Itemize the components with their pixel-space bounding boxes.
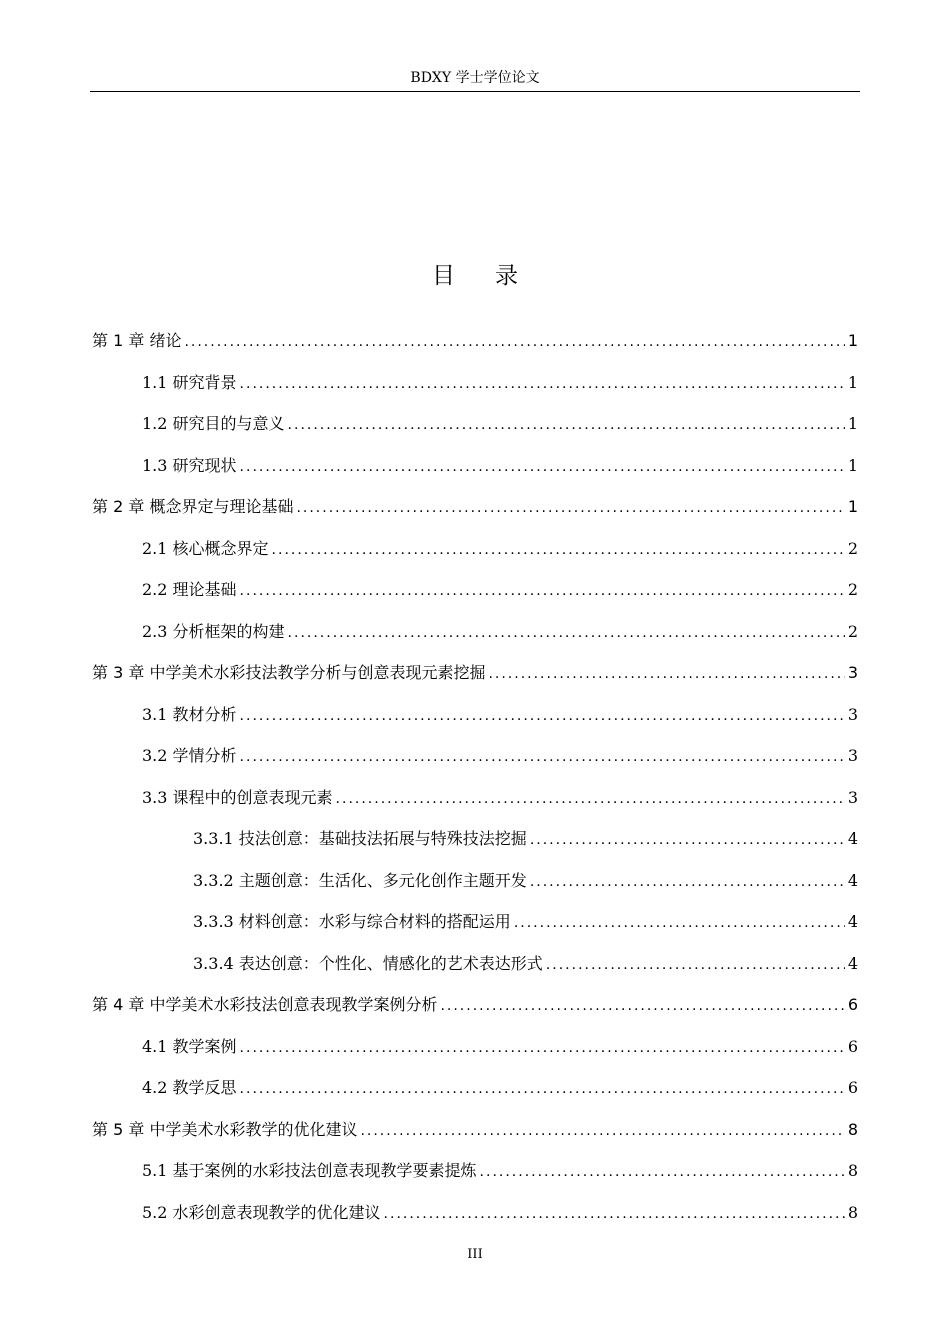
toc-leader-dots	[480, 1154, 845, 1190]
toc-leader-dots	[288, 615, 845, 651]
toc-leader-dots	[288, 407, 845, 443]
toc-entry-label: 第 1 章 绪论	[92, 331, 182, 350]
toc-section-entry[interactable]	[90, 448, 860, 490]
toc-entry-page: 6	[847, 1078, 858, 1097]
toc-entry-label: 4.2 教学反思	[142, 1078, 237, 1097]
toc-entry-label: 第 3 章 中学美术水彩技法教学分析与创意表现元素挖掘	[92, 663, 486, 682]
toc-entry-page: 3	[847, 787, 858, 807]
toc-leader-dots	[530, 864, 845, 900]
toc-entry-label: 3.1 教材分析	[142, 704, 237, 724]
toc-entry-page: 8	[847, 1161, 858, 1180]
toc-section-entry[interactable]	[90, 1029, 860, 1071]
toc-leader-dots	[530, 822, 845, 858]
toc-entry-label: 3.3 课程中的创意表现元素	[142, 787, 333, 807]
toc-entry-label: 5.2 水彩创意表现教学的优化建议	[142, 1202, 381, 1222]
header-rule	[90, 91, 860, 92]
toc-entry-label: 1.3 研究现状	[142, 455, 237, 475]
toc-leader-dots	[514, 905, 845, 941]
toc-entry-page: 8	[847, 1202, 858, 1222]
toc-leader-dots	[240, 573, 845, 609]
toc-section-entry[interactable]	[90, 365, 860, 407]
toc-entry-label: 第 5 章 中学美术水彩教学的优化建议	[92, 1119, 358, 1139]
toc-leader-dots	[440, 988, 844, 1024]
toc-entry-page: 6	[847, 995, 858, 1014]
toc-section-entry[interactable]	[90, 821, 860, 863]
toc-entry-label: 1.2 研究目的与意义	[142, 414, 285, 433]
toc-entry-page: 1	[847, 497, 858, 516]
toc-leader-dots	[240, 739, 845, 775]
toc-entry-label: 3.3.2 主题创意：生活化、多元化创作主题开发	[193, 870, 527, 890]
toc-leader-dots	[240, 366, 845, 402]
toc-entry-label: 第 2 章 概念界定与理论基础	[92, 497, 294, 516]
toc-entry-label: 3.3.4 表达创意：个性化、情感化的艺术表达形式	[193, 953, 543, 973]
toc-section-entry[interactable]	[90, 406, 860, 448]
toc-entry-label: 第 4 章 中学美术水彩技法创意表现教学案例分析	[92, 995, 438, 1014]
table-of-contents	[90, 323, 860, 1236]
toc-section-entry[interactable]	[90, 614, 860, 656]
toc-entry-label: 2.3 分析框架的构建	[142, 621, 285, 641]
toc-section-entry[interactable]	[90, 1153, 860, 1195]
toc-chapter-entry[interactable]	[90, 323, 860, 365]
toc-entry-page: 1	[847, 372, 858, 392]
toc-entry-page: 6	[847, 1036, 858, 1056]
page-number: III	[467, 1247, 483, 1262]
toc-entry-page: 4	[847, 870, 858, 890]
toc-chapter-entry[interactable]	[90, 987, 860, 1029]
toc-entry-page: 4	[847, 829, 858, 848]
toc-entry-label: 3.3.3 材料创意：水彩与综合材料的搭配运用	[193, 912, 511, 931]
toc-entry-page: 8	[847, 1119, 858, 1139]
toc-leader-dots	[488, 656, 844, 692]
toc-section-entry[interactable]	[90, 1070, 860, 1112]
toc-leader-dots	[360, 1113, 844, 1149]
toc-section-entry[interactable]	[90, 697, 860, 739]
toc-entry-label: 1.1 研究背景	[142, 372, 237, 392]
toc-entry-page: 2	[847, 538, 858, 558]
toc-entry-page: 3	[847, 746, 858, 765]
toc-section-entry[interactable]	[90, 572, 860, 614]
toc-leader-dots	[240, 698, 845, 734]
toc-entry-page: 3	[847, 663, 858, 682]
toc-title: 目录	[432, 263, 558, 289]
toc-section-entry[interactable]	[90, 863, 860, 905]
toc-entry-page: 2	[847, 580, 858, 599]
toc-entry-label: 2.2 理论基础	[142, 580, 237, 599]
toc-section-entry[interactable]	[90, 946, 860, 988]
toc-entry-label: 4.1 教学案例	[142, 1036, 237, 1056]
toc-leader-dots	[184, 324, 844, 360]
toc-leader-dots	[240, 449, 845, 485]
toc-section-entry[interactable]	[90, 738, 860, 780]
toc-entry-page: 3	[847, 704, 858, 724]
toc-entry-label: 3.2 学情分析	[142, 746, 237, 765]
toc-entry-label: 5.1 基于案例的水彩技法创意表现教学要素提炼	[142, 1161, 477, 1180]
running-header: BDXY 学士学位论文	[410, 70, 540, 86]
toc-chapter-entry[interactable]	[90, 489, 860, 531]
toc-entry-label: 2.1 核心概念界定	[142, 538, 269, 558]
toc-entry-page: 1	[847, 331, 858, 350]
toc-entry-page: 4	[847, 953, 858, 973]
toc-section-entry[interactable]	[90, 780, 860, 822]
toc-entry-label: 3.3.1 技法创意：基础技法拓展与特殊技法挖掘	[193, 829, 527, 848]
toc-section-entry[interactable]	[90, 904, 860, 946]
toc-leader-dots	[336, 781, 845, 817]
toc-leader-dots	[384, 1196, 845, 1232]
toc-section-entry[interactable]	[90, 1195, 860, 1237]
toc-leader-dots	[240, 1030, 845, 1066]
toc-entry-page: 2	[847, 621, 858, 641]
toc-leader-dots	[296, 490, 844, 526]
toc-chapter-entry[interactable]	[90, 655, 860, 697]
toc-leader-dots	[546, 947, 845, 983]
toc-chapter-entry[interactable]	[90, 1112, 860, 1154]
toc-leader-dots	[272, 532, 845, 568]
toc-section-entry[interactable]	[90, 531, 860, 573]
toc-entry-page: 1	[847, 455, 858, 475]
toc-leader-dots	[240, 1071, 845, 1107]
toc-entry-page: 1	[847, 414, 858, 433]
toc-entry-page: 4	[847, 912, 858, 931]
